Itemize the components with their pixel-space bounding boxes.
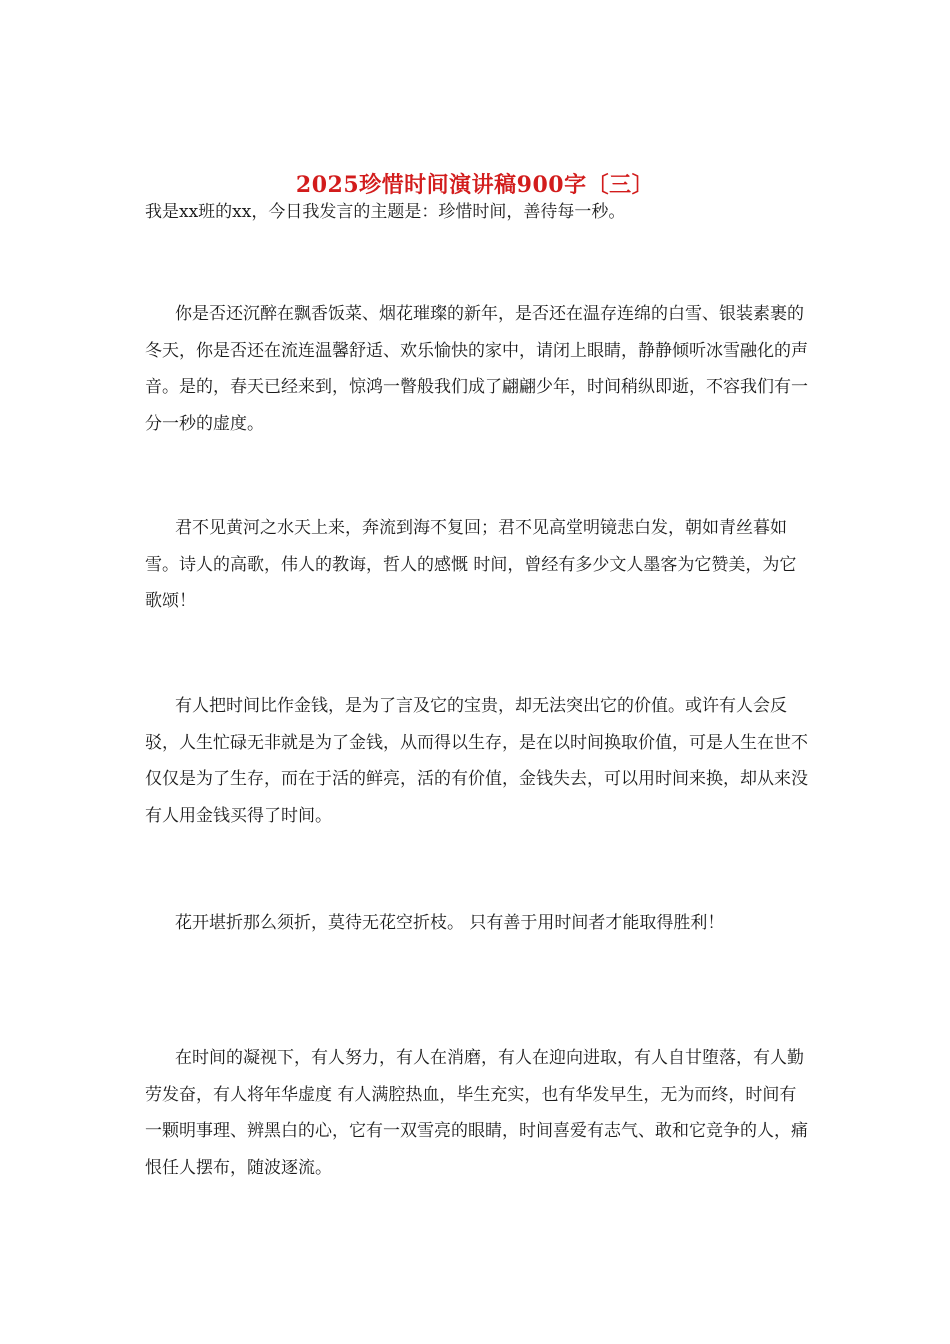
paragraph-4: 花开堪折那么须折，莫待无花空折枝。 只有善于用时间者才能取得胜利！ xyxy=(175,913,725,933)
paragraph-1: 你是否还沉醉在飘香饭菜、烟花璀璨的新年，是否还在温存连绵的白雪、银装素裹的冬天，你是否还在流连温馨舒适、欢乐愉快的家中，请闭上眼睛，静静倾听冰雪融化的声音。是的，春天已经来到，惊鸿一瞥般我们成了翩翩少年，时间稍纵即逝，不容我们有一分一秒的虚度。 xyxy=(145,304,808,434)
paragraph-2: 君不见黄河之水天上来，奔流到海不复回；君不见高堂明镜悲白发，朝如青丝暮如雪。诗人的高歌，伟人的教诲，哲人的感慨 时间，曾经有多少文人墨客为它赞美，为它歌颂！ xyxy=(145,518,797,611)
paragraph-5: 在时间的凝视下，有人努力，有人在消磨，有人在迎向进取，有人自甘堕落，有人勤劳发奋，有人将年华虚度 有人满腔热血，毕生充实，也有华发早生，无为而终，时间有一颗明事理、辨黑白的心，它有一双雪亮的眼睛，时间喜爱有志气、敢和它竞争的人，痛恨任人摆布，随波逐流。 xyxy=(145,1048,808,1178)
intro-line: 我是xx班的xx，今日我发言的主题是：珍惜时间，善待每一秒。 xyxy=(145,202,626,222)
paragraph-3: 有人把时间比作金钱，是为了言及它的宝贵，却无法突出它的价值。或许有人会反驳，人生忙碌无非就是为了金钱，从而得以生存，是在以时间换取价值，可是人生在世不仅仅是为了生存，而在于活的鲜亮，活的有价值，金钱失去，可以用时间来换，却从来没有人用金钱买得了时间。 xyxy=(145,696,808,826)
document-title: 2025珍惜时间演讲稿900字〔三〕 xyxy=(295,171,655,198)
